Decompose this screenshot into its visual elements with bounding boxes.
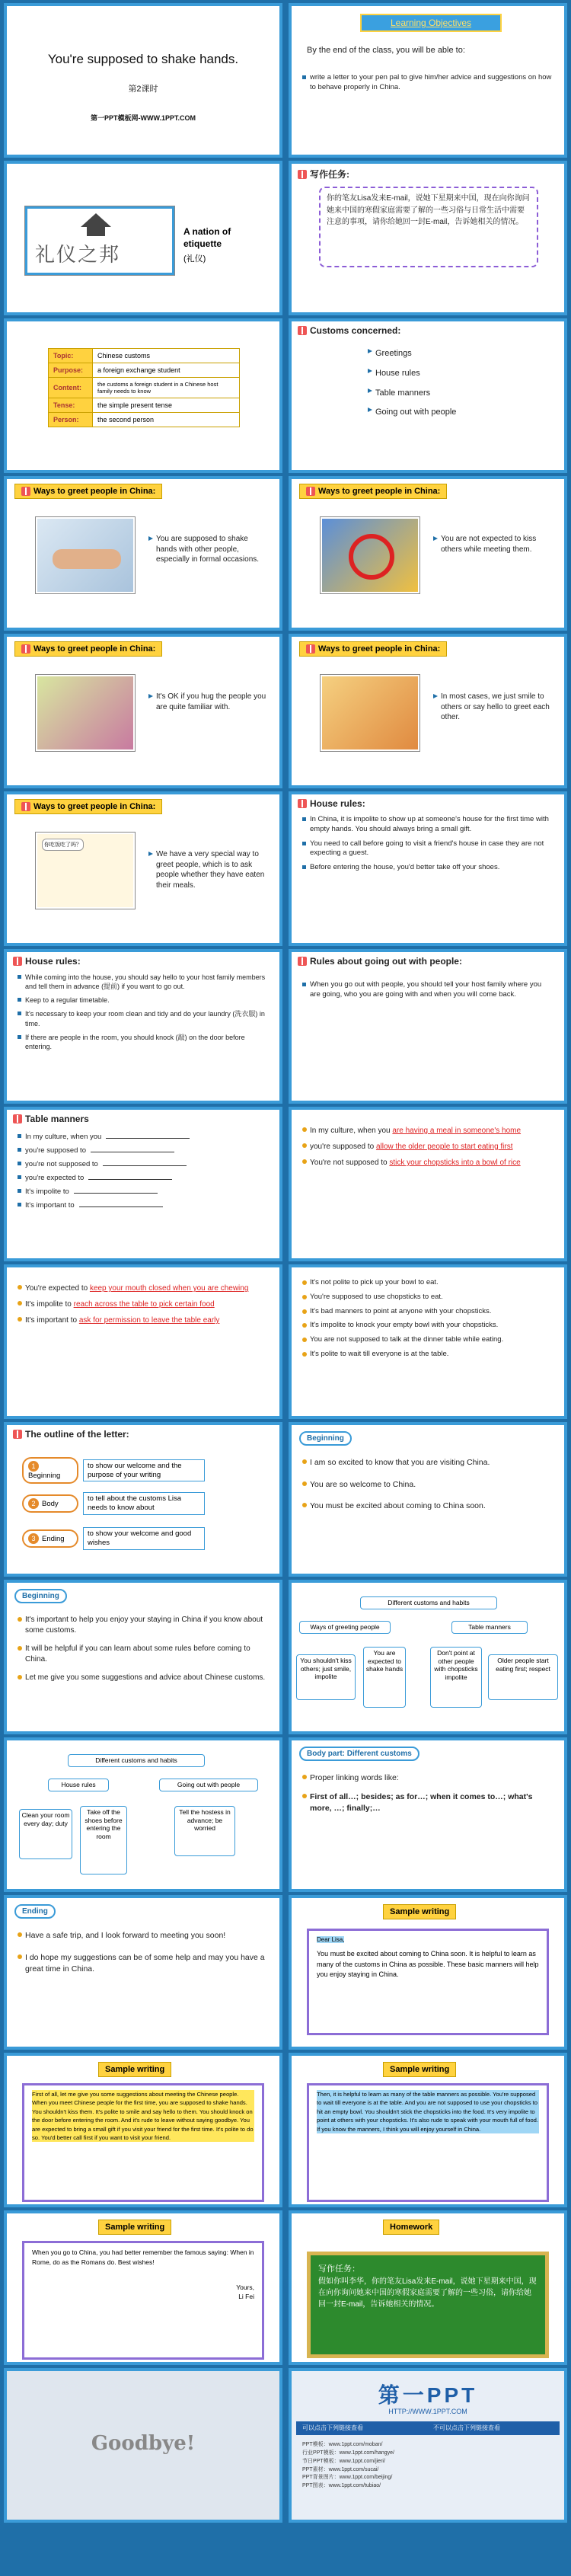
slide-27[interactable] (4, 2053, 282, 2207)
table-manner-item: It's important to ask for permission to leave the table early (25, 1315, 269, 1326)
custom-item: House rules (375, 366, 553, 382)
task-heading: 写作任务: (310, 169, 349, 180)
sample-heading: Sample writing (98, 2220, 171, 2235)
table-manner-item: It's impolite to knock your empty bowl with your chopsticks. (310, 1321, 553, 1331)
outline-row: 3 Ending to show your welcome and good wishes (22, 1527, 205, 1550)
table-manners-heading: Table manners (25, 1114, 89, 1124)
slide-24[interactable] (289, 1737, 567, 1892)
sample-greeting: Dear Lisa, (317, 1936, 345, 1943)
beginning-item: You are so welcome to China. (310, 1479, 553, 1491)
beginning-heading: Beginning (299, 1431, 352, 1446)
greet-text: You are not expected to kiss others while meeting them. (441, 534, 555, 555)
table-manner-item: You're expected to keep your mouth closed when you are chewing (25, 1283, 269, 1294)
outline-heading: The outline of the letter: (25, 1429, 129, 1440)
table-manner-item: You are not supposed to talk at the dinner table while eating. (310, 1335, 553, 1345)
slide-30[interactable] (289, 2210, 567, 2365)
beginning-heading: Beginning (14, 1589, 67, 1603)
sample-paragraph: First of all, let me give you some suggestions about meeting the Chinese people. When you meet Chinese people for the first time, you are supposed to shake hands. You shouldn't kiss them. It's polite to smile and say hello to them. You should knock on the door before entering the room. And it's rude to leave without saying goodbye. You are expected to bring a small gift if you visit your friend for the first time. It's polite to do so. You'd better call first if you want to visit your friend. (32, 2091, 254, 2141)
sample-heading: Sample writing (98, 2062, 171, 2077)
slide-22[interactable] (289, 1580, 567, 1734)
greet-text: In most cases, we just smile to others or say hello to greet each other. (441, 692, 555, 723)
mindmap-leaf: You shouldn't kiss others; just smile, impolite (296, 1654, 356, 1700)
no-kiss-image (321, 517, 419, 593)
mindmap-branch: Ways of greeting people (299, 1621, 391, 1634)
table-manner-item: In my culture, when you are having a meal in someone's home (310, 1125, 553, 1136)
table-manner-item: It's bad manners to point at anyone with your chopsticks. (310, 1307, 553, 1317)
pagoda-icon (81, 213, 111, 236)
mindmap-branch: House rules (48, 1779, 109, 1791)
link-item[interactable]: PPT图表：www.1ppt.com/tubiao/ (302, 2483, 381, 2489)
mindmap-leaf: You are expected to shake hands (363, 1647, 406, 1708)
mindmap-branch: Table manners (451, 1621, 528, 1634)
outline-row: 1Beginning to show our welcome and the purpose of your writing (22, 1457, 205, 1484)
objective-item: write a letter to your pen pal to give him/her advice and suggestions on how to behave properly in China. (310, 73, 555, 93)
table-row: Tense: the simple present tense (49, 398, 240, 413)
body-heading: Body part: Different customs (299, 1747, 419, 1761)
hug-image (36, 675, 135, 751)
slide-4[interactable] (289, 161, 567, 315)
going-out-heading: Rules about going out with people: (310, 956, 462, 967)
table-row: Topic: Chinese customs (49, 349, 240, 363)
lesson-subtitle: 第2课时 (128, 85, 158, 94)
slide-5[interactable] (4, 318, 282, 473)
slide-8[interactable] (289, 476, 567, 631)
linking-item: First of all…; besides; as for…; when it comes to…; what's more, …; finally;… (310, 1791, 553, 1814)
rule-item: If there are people in the room, you should knock (敲) on the door before entering. (25, 1033, 269, 1051)
slide-32[interactable] (289, 2368, 567, 2523)
homework-label: 写作任务： (318, 2264, 360, 2274)
mindmap-root: Different customs and habits (360, 1596, 497, 1609)
sample-heading: Sample writing (383, 1904, 456, 1919)
slide-28[interactable] (289, 2053, 567, 2207)
link-item[interactable]: 节日PPT模板：www.1ppt.com/jieri/ (302, 2458, 385, 2464)
book-icon (298, 326, 307, 335)
mindmap-leaf: Older people start eating first; respect (488, 1654, 558, 1700)
links-col-1-heading: 可以点击下列链接查看 (302, 2424, 363, 2431)
slide-26[interactable] (289, 1895, 567, 2050)
fill-line-label: you're expected to (25, 1174, 85, 1183)
book-icon (298, 170, 307, 179)
slide-21[interactable] (4, 1580, 282, 1734)
table-manner-item: You're not supposed to stick your chopsticks into a bowl of rice (310, 1157, 553, 1168)
eaten-image (36, 833, 135, 909)
lesson-title: You're supposed to shake hands. (47, 52, 239, 66)
homework-heading: Homework (383, 2220, 439, 2235)
rule-item: When you go out with people, you should tell your host family where you are going, who you are going with and when you will come back. (310, 980, 553, 1000)
ending-heading: Ending (14, 1904, 56, 1919)
smile-image (321, 675, 419, 751)
footer-url: 第一PPT模板网-WWW.1PPT.COM (91, 114, 196, 122)
greet-text: We have a very special way to greet people, which is to ask people whether they have eaten their meals. (156, 849, 270, 890)
rule-item: Keep to a regular timetable. (25, 996, 269, 1005)
fill-line-label: In my culture, when you (25, 1133, 102, 1141)
beginning-item: It will be helpful if you can learn about some rules before coming to China. (25, 1644, 269, 1665)
table-manner-item: It's impolite to reach across the table to pick certain food (25, 1299, 269, 1310)
handshake-image (36, 517, 135, 593)
mindmap-root: Different customs and habits (68, 1754, 205, 1767)
greet-heading: Ways to greet people in China: (33, 644, 156, 654)
fill-line-label: you're supposed to (25, 1146, 86, 1155)
beginning-item: You must be excited about coming to China soon. (310, 1501, 553, 1512)
etiquette-caption-cn: (礼仪) (183, 254, 206, 264)
beginning-item: Let me give you some suggestions and advice about Chinese customs. (25, 1673, 269, 1683)
homework-text: 假如你叫李华，你的笔友Lisa发来E-mail，说她下星期来中国，现在向你询问她来中国的寒假家庭需要了解的一些习俗，请你给她回一封E-mail，告诉她相关的情况。 (318, 2277, 537, 2309)
table-manner-item: You're supposed to use chopsticks to eat. (310, 1293, 553, 1302)
customs-heading: Customs concerned: (310, 325, 401, 336)
slide-31[interactable] (4, 2368, 282, 2523)
slide-19[interactable] (4, 1422, 282, 1577)
slide-29[interactable] (4, 2210, 282, 2365)
mindmap-leaf: Clean your room every day; duty (19, 1809, 72, 1859)
slide-3[interactable] (4, 161, 282, 315)
slide-7[interactable] (4, 476, 282, 631)
sample-heading: Sample writing (383, 2062, 456, 2077)
etiquette-caption: A nation of etiquette (183, 226, 231, 249)
slide-6[interactable] (289, 318, 567, 473)
table-manner-item: It's polite to wait till everyone is at the table. (310, 1350, 553, 1360)
greet-text: It's OK if you hug the people you are quite familiar with. (156, 692, 270, 712)
greet-heading: Ways to greet people in China: (318, 487, 441, 496)
link-item[interactable]: PPT模板：www.1ppt.com/moban/ (302, 2442, 383, 2447)
table-row: Purpose: a foreign exchange student (49, 363, 240, 378)
objectives-title: Learning Objectives (360, 14, 502, 32)
sample-paragraph: You must be excited about coming to China soon. It is helpful to learn as many of the customs in China as possible. These basic manners will help you enjoy staying in China. (317, 1950, 539, 1978)
house-rules-heading: House rules: (25, 956, 81, 967)
slide-14[interactable] (289, 949, 567, 1104)
etiquette-image (25, 206, 174, 275)
table-manner-item: It's not polite to pick up your bowl to eat. (310, 1278, 553, 1288)
mindmap-branch: Going out with people (159, 1779, 258, 1791)
beginning-item: I am so excited to know that you are visiting China. (310, 1457, 553, 1469)
greet-heading: Ways to greet people in China: (33, 802, 156, 811)
custom-item: Going out with people (375, 405, 553, 420)
greet-heading: Ways to greet people in China: (318, 644, 441, 654)
slide-13[interactable] (4, 949, 282, 1104)
rule-item: While coming into the house, you should say hello to your host family members and tell them in advance (提前) if you want to go out. (25, 973, 269, 991)
outline-row: 2 Body to tell about the customs Lisa needs to know about (22, 1492, 205, 1515)
slide-1[interactable] (4, 3, 282, 158)
goodbye-text: Goodbye! (91, 2432, 196, 2455)
mindmap-leaf: Take off the shoes before entering the room (80, 1806, 127, 1874)
etiquette-word: 礼仪之邦 (35, 244, 121, 267)
table-manner-item: you're supposed to allow the older people to start eating first (310, 1141, 553, 1152)
slide-9[interactable] (4, 634, 282, 788)
greet-heading: Ways to greet people in China: (33, 487, 156, 496)
rule-item: You need to call before going to visit a friend's house in case they are not expecting a guest. (310, 839, 553, 859)
link-item[interactable]: PPT背景图片：www.1ppt.com/beijing/ (302, 2475, 393, 2481)
house-rules-heading: House rules: (310, 798, 365, 809)
ending-item: I do hope my suggestions can be of some help and may you have a great time in China. (25, 1952, 269, 1975)
objectives-intro: By the end of the class, you will be able to: (307, 46, 465, 55)
slide-18[interactable] (289, 1264, 567, 1419)
fill-line-label: It's important to (25, 1201, 75, 1210)
handshake-icon (53, 549, 121, 569)
rule-item: In China, it is impolite to show up at someone's house for the first time with empty hands. You should always bring a small gift. (310, 815, 553, 835)
linking-item: Proper linking words like: (310, 1772, 553, 1784)
sample-paragraph: When you go to China, you had better remember the famous saying: When in Rome, do as the Romans do. Best wishes! (32, 2248, 254, 2266)
sample-paragraph: Then, it is helpful to learn as many of the table manners as possible. You're supposed to wait till everyone is at the table. And you are not supposed to use your chopsticks to hit an empty bowl. You shouldn't stick the chopsticks into the food. It's very impolite to point at others with your chopsticks. It's also rude to speak with your mouth full of food. If you know the manners, I think you will enjoy yourself in China. (317, 2091, 539, 2133)
sample-sign-name: Li Fei (238, 2293, 254, 2301)
slide-17[interactable] (4, 1264, 282, 1419)
ppt-logo: 第一PPT (378, 2383, 478, 2407)
prohibit-icon (349, 534, 394, 580)
mindmap-leaf: Tell the hostess in advance; be worried (174, 1806, 235, 1856)
slide-11[interactable] (4, 791, 282, 946)
sample-sign: Yours, (236, 2283, 254, 2291)
slide-23[interactable] (4, 1737, 282, 1892)
slide-16[interactable] (289, 1107, 567, 1261)
mindmap-leaf: Don't point at other people with chopsticks impolite (430, 1647, 482, 1708)
rule-item: Before entering the house, you'd better take off your shoes. (310, 863, 553, 873)
ending-item: Have a safe trip, and I look forward to meeting you soon! (25, 1930, 269, 1942)
slide-20[interactable] (289, 1422, 567, 1577)
table-row: Person: the second person (49, 413, 240, 427)
rule-item: It's necessary to keep your room clean and tidy and do your laundry (洗衣服) in time. (25, 1009, 269, 1028)
custom-item: Table manners (375, 386, 553, 401)
logo-url: HTTP://WWW.1PPT.COM (388, 2408, 467, 2415)
beginning-item: It's important to help you enjoy your staying in China if you know about some customs. (25, 1615, 269, 1636)
fill-line-label: you're not supposed to (25, 1160, 98, 1169)
slide-10[interactable] (289, 634, 567, 788)
slide-25[interactable] (4, 1895, 282, 2050)
slide-15[interactable] (4, 1107, 282, 1261)
link-item[interactable]: PPT素材：www.1ppt.com/sucai/ (302, 2466, 379, 2472)
slide-2[interactable] (289, 3, 567, 158)
task-analysis-table (48, 348, 240, 427)
fill-line-label: It's impolite to (25, 1187, 69, 1197)
greet-text: You are supposed to shake hands with other people, especially in formal occasions. (156, 534, 270, 565)
links-col-2-heading: 不可以点击下列链接查看 (433, 2424, 500, 2431)
task-text: 你的笔友Lisa发来E-mail，说她下星期来中国，现在向你询问她来中国的寒假家庭需要了解的一些习俗与日常生活中需要注意的事项，请你给她回一封E-mail，告诉她相关的情况。 (319, 187, 538, 267)
table-row: Content: the customs a foreign student in a Chinese host family needs to know (49, 378, 240, 398)
custom-item: Greetings (375, 347, 553, 362)
link-item[interactable]: 行业PPT模板：www.1ppt.com/hangye/ (302, 2450, 394, 2456)
slide-12[interactable] (289, 791, 567, 946)
speech-bubble: 你吃饭吃了吗？ (42, 839, 84, 851)
